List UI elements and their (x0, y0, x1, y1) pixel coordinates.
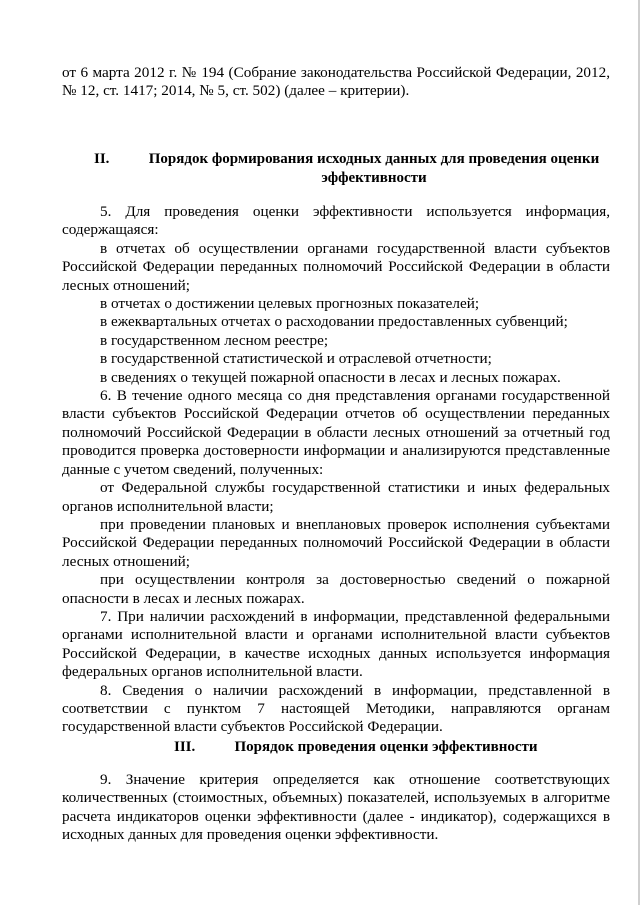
paragraph-5-item: в отчетах о достижении целевых прогнозных показателей; (100, 295, 480, 313)
section-3-heading (62, 738, 610, 757)
paragraph-6-item: от Федеральной службы государственной статистики и иных федеральных органов исполнительной власти; (62, 479, 610, 515)
paragraph-6-lead: 6. В течение одного месяца со дня представления органами государственной власти субъектов Российской Федерации отчетов об осуществлении переданных полномочий Российской Федерации в области лесных отношений за отчетный год проводится проверка достоверности информации и анализируются представленные данные с учетом сведений, полученных: (62, 387, 610, 478)
section-2-body (62, 203, 610, 737)
paragraph-5-item: в сведениях о текущей пожарной опасности в лесах и лесных пожарах. (100, 368, 561, 386)
section-2-numeral: II. (94, 151, 110, 167)
paragraph-5-lead: 5. Для проведения оценки эффективности используется информация, содержащаяся: (62, 203, 610, 239)
paragraph-5-item: в государственном лесном реестре; (100, 331, 329, 349)
paragraph-5-item: в ежеквартальных отчетах о расходовании предоставленных субвенций; (100, 313, 568, 331)
section-2-heading (62, 150, 610, 188)
paragraph-6-item: при осуществлении контроля за достоверностью сведений о пожарной опасности в лесах и лесных пожарах. (62, 571, 610, 607)
section-3-title: Порядок проведения оценки эффективности (234, 739, 538, 755)
paragraph-6-item: при проведении плановых и внеплановых проверок исполнения субъектами Российской Федерации переданных полномочий Российской Федерации в области лесных отношений; (62, 515, 610, 570)
intro-paragraph (62, 64, 610, 101)
paragraph-9: 9. Значение критерия определяется как отношение соответствующих количественных (стоимостных, объемных) показателей, используемых в алгоритме расчета индикаторов оценки эффективности (далее - индикатор), содержащихся в исходных данных для проведения оценки эффективности. (62, 771, 610, 844)
section-3-body (62, 771, 610, 845)
paragraph-5-item: в отчетах об осуществлении органами государственной власти субъектов Российской Федерации переданных полномочий Российской Федерации в области лесных отношений; (62, 239, 610, 294)
paragraph-5-item: в государственной статистической и отраслевой отчетности; (100, 350, 492, 368)
intro-text: от 6 марта 2012 г. № 194 (Собрание законодательства Российской Федерации, 2012, № 12, ст. 1417; 2014, № 5, ст. 502) (далее – критерии). (62, 64, 610, 100)
paragraph-7: 7. При наличии расхождений в информации, представленной федеральными органами исполнительной власти и органами исполнительной власти субъектов Российской Федерации, в качестве исходных данных используется информация федеральных органов исполнительной власти. (62, 607, 610, 681)
section-3-numeral: III. (174, 739, 196, 755)
section-2-title: Порядок формирования исходных данных для проведения оценки эффективности (148, 151, 600, 186)
paragraph-8: 8. Сведения о наличии расхождений в информации, представленной в соответствии с пунктом 7 настоящей Методики, направляются органам государственной власти субъектов Российской Федерации. (62, 681, 610, 736)
